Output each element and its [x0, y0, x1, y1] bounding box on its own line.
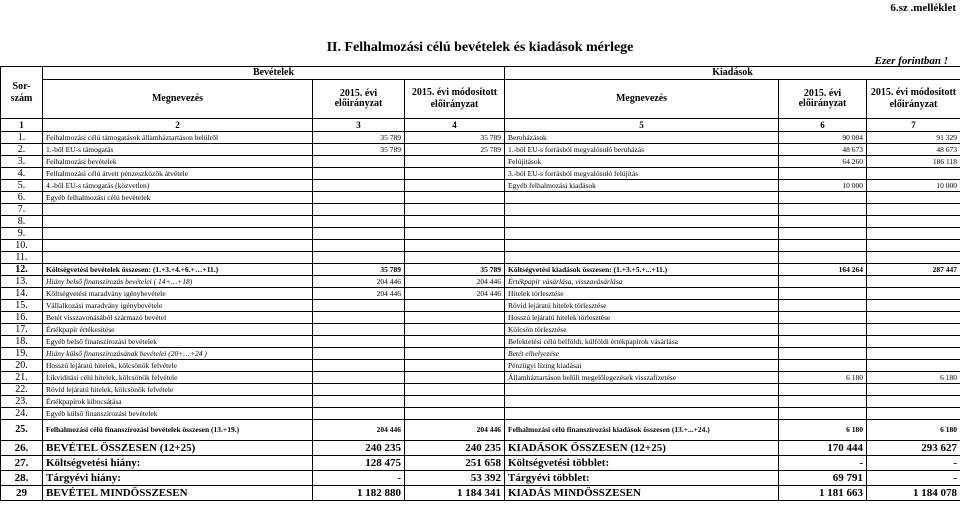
expense-plan: 6 180	[779, 372, 867, 384]
income-name: Felhalmozási célú finanszírozási bevételek összesen (13.+19.)	[43, 420, 313, 441]
header-income-plan: 2015. évi előirányzat	[313, 80, 405, 119]
income-plan: 128 475	[313, 456, 405, 471]
income-modified	[405, 252, 505, 264]
row-number: 13.	[1, 276, 43, 288]
income-name: Betét visszavonásából származó bevétel	[43, 312, 313, 324]
column-index: 5	[505, 119, 779, 132]
expense-modified	[867, 228, 960, 240]
income-plan	[313, 156, 405, 168]
expense-name: Egyéb felhalmozási kiadások	[505, 180, 779, 192]
table-row	[1, 264, 960, 276]
table-row	[1, 456, 960, 471]
expense-name	[505, 216, 779, 228]
row-number: 22.	[1, 384, 43, 396]
expense-name: Államháztartáson belüli megelőlegezések visszafizetése	[505, 372, 779, 384]
header-income-modified: 2015. évi módosított előirányzat	[405, 80, 505, 119]
income-name	[43, 240, 313, 252]
table-row	[1, 240, 960, 252]
expense-plan: 90 004	[779, 132, 867, 144]
expense-name	[505, 252, 779, 264]
expense-modified	[867, 324, 960, 336]
row-number: 24.	[1, 408, 43, 420]
expense-name: Hitelek törlesztése	[505, 288, 779, 300]
row-number: 5.	[1, 180, 43, 192]
row-number: 14.	[1, 288, 43, 300]
expense-plan	[779, 276, 867, 288]
row-number: 9.	[1, 228, 43, 240]
income-plan	[313, 228, 405, 240]
income-modified	[405, 180, 505, 192]
table-row	[1, 132, 960, 144]
income-name: Likviditási célú hitelek, kölcsönök felvétele	[43, 372, 313, 384]
header-sorszam: Sor- szám	[1, 67, 43, 119]
income-name: Felhalmozási célú átvett pénzeszközök átvétele	[43, 168, 313, 180]
table-row	[1, 336, 960, 348]
income-modified: 204 446	[405, 288, 505, 300]
expense-modified	[867, 384, 960, 396]
income-name	[43, 228, 313, 240]
row-number: 27.	[1, 456, 43, 471]
expense-plan	[779, 252, 867, 264]
row-number: 12.	[1, 264, 43, 276]
expense-modified: 10 000	[867, 180, 960, 192]
income-plan	[313, 216, 405, 228]
table-row	[1, 441, 960, 456]
row-number: 7.	[1, 204, 43, 216]
row-number: 1.	[1, 132, 43, 144]
expense-plan	[779, 384, 867, 396]
expense-modified: 287 447	[867, 264, 960, 276]
header-expense-name: Megnevezés	[505, 80, 779, 119]
table-row	[1, 204, 960, 216]
income-plan	[313, 204, 405, 216]
expense-plan	[779, 348, 867, 360]
income-plan	[313, 192, 405, 204]
expense-modified: 91 329	[867, 132, 960, 144]
column-index: 7	[867, 119, 960, 132]
expense-modified: 1 184 078	[867, 486, 960, 501]
expense-modified	[867, 192, 960, 204]
expense-modified	[867, 240, 960, 252]
row-number: 10.	[1, 240, 43, 252]
expense-name	[505, 408, 779, 420]
expense-name: Rövid lejáratú hitelek törlesztése	[505, 300, 779, 312]
income-modified	[405, 192, 505, 204]
expense-modified	[867, 300, 960, 312]
row-number: 2.	[1, 144, 43, 156]
expense-modified	[867, 348, 960, 360]
column-index: 2	[43, 119, 313, 132]
expense-name: 3.-ból EU-s forrásból megvalósuló felújítás	[505, 168, 779, 180]
table-row	[1, 384, 960, 396]
expense-modified	[867, 408, 960, 420]
expense-modified: -	[867, 456, 960, 471]
expense-name: Tárgyévi többlet:	[505, 471, 779, 486]
income-modified: 35 789	[405, 132, 505, 144]
income-modified	[405, 228, 505, 240]
expense-name: Hosszú lejáratú hitelek törlesztése	[505, 312, 779, 324]
income-name: Tárgyévi hiány:	[43, 471, 313, 486]
expense-modified	[867, 252, 960, 264]
income-modified	[405, 408, 505, 420]
column-index: 1	[1, 119, 43, 132]
table-row	[1, 168, 960, 180]
expense-name: Felújítások	[505, 156, 779, 168]
row-number: 4.	[1, 168, 43, 180]
expense-plan: 6 180	[779, 420, 867, 441]
income-plan: 204 446	[313, 288, 405, 300]
income-name: Költségvetési maradvány igénybevétele	[43, 288, 313, 300]
expense-modified	[867, 216, 960, 228]
expense-name: Költségvetési többlet:	[505, 456, 779, 471]
row-number: 23.	[1, 396, 43, 408]
expense-name: Beruházások	[505, 132, 779, 144]
header-income-name: Megnevezés	[43, 80, 313, 119]
balance-table	[0, 66, 960, 501]
expense-modified	[867, 336, 960, 348]
income-name: Hiány külső finanszírozásának bevételei (20+…+24 )	[43, 348, 313, 360]
income-modified: 53 392	[405, 471, 505, 486]
income-modified	[405, 384, 505, 396]
income-plan	[313, 168, 405, 180]
row-number: 11.	[1, 252, 43, 264]
income-name: Rövid lejáratú hitelek, kölcsönök felvétele	[43, 384, 313, 396]
table-row	[1, 372, 960, 384]
income-modified: 204 446	[405, 276, 505, 288]
income-modified: 240 235	[405, 441, 505, 456]
expense-modified: 6 180	[867, 420, 960, 441]
income-name	[43, 252, 313, 264]
header-expense-modified: 2015. évi módosított előirányzat	[867, 80, 960, 119]
row-number: 28.	[1, 471, 43, 486]
income-modified	[405, 336, 505, 348]
expense-modified	[867, 168, 960, 180]
income-modified	[405, 156, 505, 168]
expense-modified: 293 627	[867, 441, 960, 456]
table-row	[1, 396, 960, 408]
income-plan: 1 182 880	[313, 486, 405, 501]
income-name: Felhalmozási célú támogatások államháztartáson belülről	[43, 132, 313, 144]
income-plan	[313, 312, 405, 324]
expense-name: Betét elhelyezése	[505, 348, 779, 360]
annex-label: 6.sz .melléklet	[890, 2, 956, 14]
row-number: 18.	[1, 336, 43, 348]
income-plan	[313, 348, 405, 360]
table-row	[1, 252, 960, 264]
table-row	[1, 324, 960, 336]
income-modified: 251 658	[405, 456, 505, 471]
income-plan: 35 789	[313, 132, 405, 144]
table-row	[1, 312, 960, 324]
expense-name: Felhalmozási célú finanszírozási kiadások összesen (13.+...+24.)	[505, 420, 779, 441]
expense-plan	[779, 204, 867, 216]
expense-name	[505, 228, 779, 240]
income-plan	[313, 336, 405, 348]
expense-plan: 69 791	[779, 471, 867, 486]
income-name: BEVÉTEL ÖSSZESEN (12+25)	[43, 441, 313, 456]
expense-modified	[867, 288, 960, 300]
income-name: Hiány belső finanszírozás bevételei ( 14+…+18)	[43, 276, 313, 288]
income-plan: 204 446	[313, 276, 405, 288]
income-name: BEVÉTEL MINDÖSSZESEN	[43, 486, 313, 501]
expense-modified	[867, 204, 960, 216]
income-modified: 35 789	[405, 264, 505, 276]
expense-plan	[779, 324, 867, 336]
expense-plan: 164 264	[779, 264, 867, 276]
expense-plan	[779, 192, 867, 204]
table-row	[1, 288, 960, 300]
expense-name	[505, 384, 779, 396]
income-modified	[405, 240, 505, 252]
table-row	[1, 486, 960, 501]
expense-modified	[867, 360, 960, 372]
expense-modified: 48 673	[867, 144, 960, 156]
column-index: 6	[779, 119, 867, 132]
expense-plan	[779, 336, 867, 348]
row-number: 6.	[1, 192, 43, 204]
expense-plan	[779, 360, 867, 372]
table-row	[1, 180, 960, 192]
income-plan	[313, 180, 405, 192]
row-number: 3.	[1, 156, 43, 168]
expense-modified	[867, 312, 960, 324]
income-name: Értékpapírok kibocsátása	[43, 396, 313, 408]
table-row	[1, 348, 960, 360]
expense-plan	[779, 168, 867, 180]
expense-plan	[779, 228, 867, 240]
expense-name: Kölcsön törlesztése	[505, 324, 779, 336]
row-number: 20.	[1, 360, 43, 372]
column-index-row	[1, 119, 960, 132]
income-plan	[313, 360, 405, 372]
expense-modified: 186 118	[867, 156, 960, 168]
income-plan: -	[313, 471, 405, 486]
expense-name: KIADÁSOK ÖSSZESEN (12+25)	[505, 441, 779, 456]
column-index: 3	[313, 119, 405, 132]
row-number: 29	[1, 486, 43, 501]
page-title: II. Felhalmozási célú bevételek és kiadások mérlege	[326, 40, 634, 55]
income-name: Értékpapír értékesítése	[43, 324, 313, 336]
row-number: 19.	[1, 348, 43, 360]
income-modified	[405, 324, 505, 336]
income-modified: 25 789	[405, 144, 505, 156]
income-plan: 35 789	[313, 264, 405, 276]
table-row	[1, 144, 960, 156]
table-row	[1, 420, 960, 441]
expense-plan: 64 260	[779, 156, 867, 168]
expense-name: Értékpapír vásárlása, visszavásárlása	[505, 276, 779, 288]
row-number: 15.	[1, 300, 43, 312]
table-row	[1, 360, 960, 372]
expense-name	[505, 396, 779, 408]
expense-plan	[779, 288, 867, 300]
expense-name: Pénzügyi lízing kiadásai	[505, 360, 779, 372]
income-name: Egyéb felhalmozási célú bevételek	[43, 192, 313, 204]
income-plan: 240 235	[313, 441, 405, 456]
row-number: 25.	[1, 420, 43, 441]
income-plan	[313, 384, 405, 396]
income-modified	[405, 360, 505, 372]
row-number: 8.	[1, 216, 43, 228]
expense-plan	[779, 216, 867, 228]
income-modified	[405, 312, 505, 324]
income-name: 4.-ből EU-s támogatás (közvetlen)	[43, 180, 313, 192]
income-plan	[313, 240, 405, 252]
expense-name: 1.-ből EU-s forrásból megvalósuló beruházás	[505, 144, 779, 156]
table-row	[1, 471, 960, 486]
row-number: 21.	[1, 372, 43, 384]
header-expense-plan: 2015. évi előirányzat	[779, 80, 867, 119]
income-modified	[405, 204, 505, 216]
income-name: Egyéb külső finanszírozási bevételek	[43, 408, 313, 420]
income-modified	[405, 396, 505, 408]
income-name: Vállalkozási maradvány igénybevétele	[43, 300, 313, 312]
row-number: 17.	[1, 324, 43, 336]
income-plan	[313, 372, 405, 384]
expense-plan	[779, 300, 867, 312]
column-index: 4	[405, 119, 505, 132]
income-modified	[405, 168, 505, 180]
income-name	[43, 204, 313, 216]
income-name: Felhalmozási bevételek	[43, 156, 313, 168]
expense-plan: 170 444	[779, 441, 867, 456]
expense-plan	[779, 312, 867, 324]
expense-modified: 6 180	[867, 372, 960, 384]
income-modified	[405, 216, 505, 228]
income-modified	[405, 348, 505, 360]
expense-plan: 1 181 663	[779, 486, 867, 501]
income-plan	[313, 324, 405, 336]
income-modified: 1 184 341	[405, 486, 505, 501]
expense-plan: -	[779, 456, 867, 471]
income-name	[43, 216, 313, 228]
income-plan: 35 789	[313, 144, 405, 156]
expense-name: Költségvetési kiadások összesen: (1.+3.+5.+...+11.)	[505, 264, 779, 276]
income-plan	[313, 408, 405, 420]
expense-plan: 48 673	[779, 144, 867, 156]
income-name: Hosszú lejáratú hitelek, kölcsönök felvétele	[43, 360, 313, 372]
row-number: 26.	[1, 441, 43, 456]
expense-modified	[867, 276, 960, 288]
income-name: Egyéb belső finanszírozási bevételek	[43, 336, 313, 348]
expense-plan: 10 000	[779, 180, 867, 192]
table-row	[1, 300, 960, 312]
expense-name: KIADÁS MINDÖSSZESEN	[505, 486, 779, 501]
income-modified: 204 446	[405, 420, 505, 441]
income-name: Költségvetési hiány:	[43, 456, 313, 471]
table-row	[1, 228, 960, 240]
expense-plan	[779, 396, 867, 408]
header-kiadasok: Kiadások	[505, 67, 960, 80]
income-name: 1.-ből EU-s támogatás	[43, 144, 313, 156]
unit-note: Ezer forintban !	[874, 55, 948, 67]
income-plan: 204 446	[313, 420, 405, 441]
expense-modified: -	[867, 471, 960, 486]
income-name: Költségvetési bevételek összesen: (1.+3.+4.+6.+…+11.)	[43, 264, 313, 276]
table-row	[1, 276, 960, 288]
expense-name: Befektetési célú belföldi, külföldi értékpapírok vásárlása	[505, 336, 779, 348]
expense-plan	[779, 408, 867, 420]
income-modified	[405, 300, 505, 312]
table-row	[1, 192, 960, 204]
expense-name	[505, 192, 779, 204]
header-bevetelek: Bevételek	[43, 67, 505, 80]
income-plan	[313, 252, 405, 264]
table-row	[1, 156, 960, 168]
expense-name	[505, 240, 779, 252]
row-number: 16.	[1, 312, 43, 324]
income-plan	[313, 396, 405, 408]
income-modified	[405, 372, 505, 384]
expense-plan	[779, 240, 867, 252]
expense-modified	[867, 396, 960, 408]
table-row	[1, 216, 960, 228]
table-row	[1, 408, 960, 420]
expense-name	[505, 204, 779, 216]
income-plan	[313, 300, 405, 312]
